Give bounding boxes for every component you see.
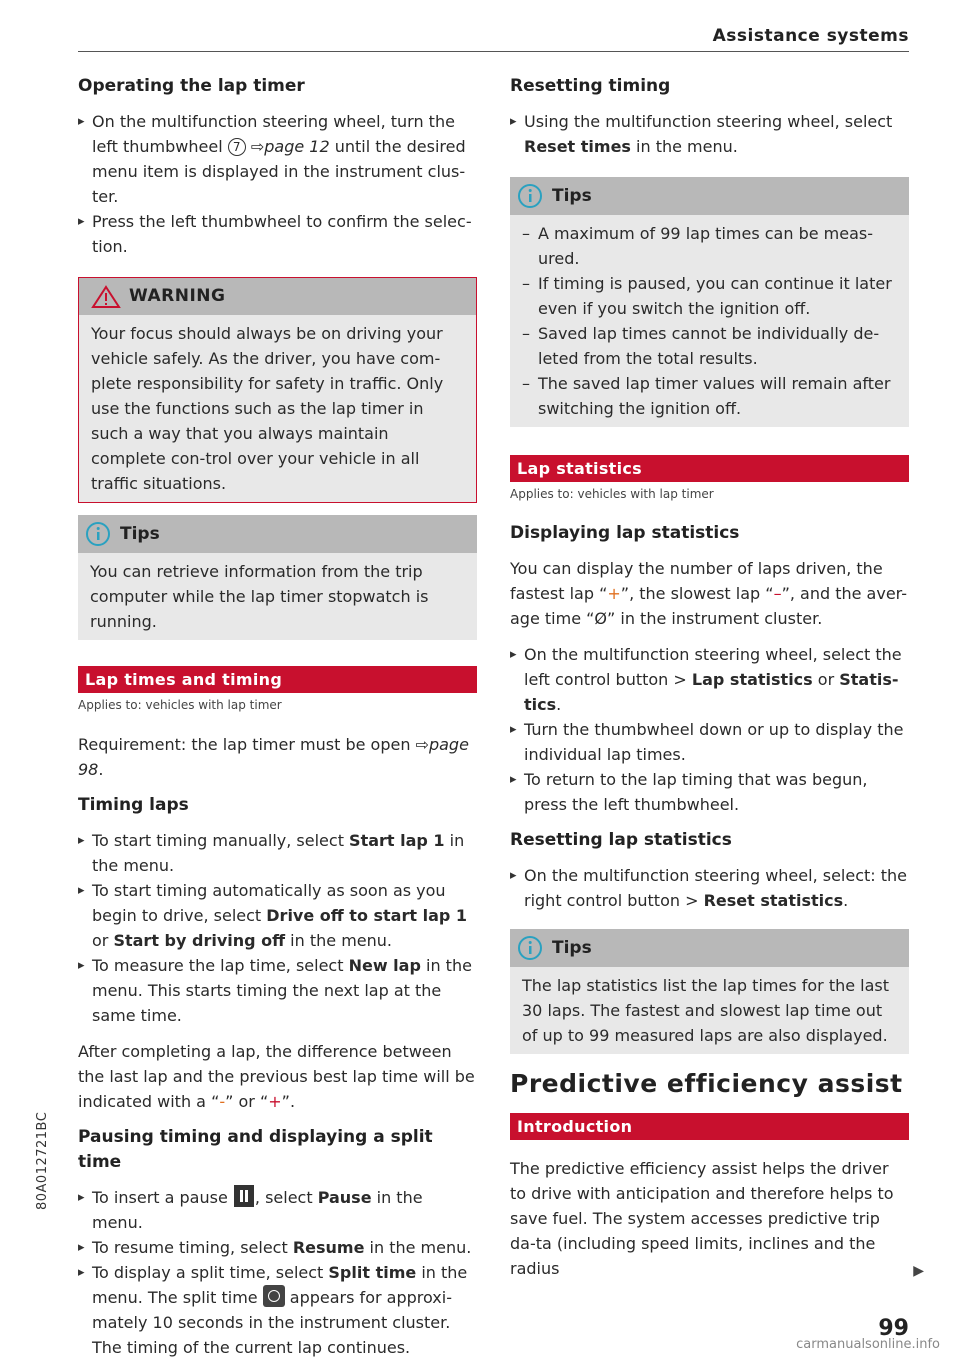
tips-header [78, 515, 477, 553]
list-item: – A maximum of 99 lap times can be meas-ured. [522, 221, 897, 271]
text: or [812, 670, 840, 689]
menu-item-label: Start lap 1 [349, 831, 445, 850]
menu-item-label: Split time [328, 1263, 417, 1282]
text: . [843, 891, 849, 910]
warning-box [78, 277, 477, 503]
text: appears for approxi-mately 10 seconds in the instrument cluster. The timing of the current lap continues. [92, 1288, 452, 1357]
menu-item-label: Reset times [524, 137, 631, 156]
heading-resetting-lap-statistics: Resetting lap statistics [510, 830, 732, 850]
heading-operating-lap-timer: Operating the lap timer [78, 76, 305, 96]
text: On the multifunction steering wheel, select the left control button > [524, 645, 902, 689]
requirement-text [78, 732, 477, 782]
tips-box [510, 177, 909, 427]
info-circle-icon [516, 182, 544, 210]
continue-arrow-icon: ▶ [913, 1263, 924, 1279]
heading-timing-laps: Timing laps [78, 795, 189, 815]
info-circle-icon [84, 520, 112, 548]
list-item [78, 828, 477, 878]
page-number: 99 [878, 1316, 909, 1341]
tips-box [78, 515, 477, 640]
text: , select [254, 1188, 318, 1207]
warning-header [79, 278, 476, 315]
paragraph [78, 1039, 477, 1114]
list-item: ▸ To return to the lap timing that was begun, press the left thumbwheel. [510, 767, 909, 817]
menu-item-label: Reset statistics [703, 891, 844, 910]
ref-arrow-icon: ⇨ [415, 735, 429, 754]
text: To measure the lap time, select [92, 956, 349, 975]
heading-resetting-timing: Resetting timing [510, 76, 671, 96]
text: Requirement: the lap timer must be open [78, 735, 416, 754]
text: in the menu. The split time [92, 1263, 468, 1307]
tips-header [510, 929, 909, 967]
applies-to: Applies to: vehicles with lap timer [510, 487, 714, 501]
list-item [78, 1260, 477, 1360]
plus-symbol: + [268, 1092, 282, 1111]
document-code: 80A012721BC [35, 1111, 50, 1210]
tips-box [510, 929, 909, 1054]
text: . [98, 760, 104, 779]
plus-symbol: + [607, 584, 621, 603]
text: ” or “ [225, 1092, 269, 1111]
right-column [510, 74, 909, 1292]
warning-triangle-icon [91, 285, 121, 309]
applies-to: Applies to: vehicles with lap timer [78, 698, 282, 712]
list-item: – If timing is paused, you can continue it later even if you switch the ignition off. [522, 271, 897, 321]
list-item [78, 1235, 477, 1260]
minus-symbol: – [773, 584, 782, 603]
text: On the multifunction steering wheel, select: the right control button > [524, 866, 908, 910]
text: To insert a pause [92, 1188, 233, 1207]
list-item [78, 878, 477, 953]
list-item [78, 109, 477, 209]
list-item: – Saved lap times cannot be individually de-leted from the total results. [522, 321, 897, 371]
left-column [78, 74, 477, 1360]
menu-item-label: Lap statistics [691, 670, 813, 689]
list-item [510, 863, 909, 913]
list-item [78, 1185, 477, 1235]
menu-item-label: New lap [348, 956, 421, 975]
header-rule [78, 51, 909, 52]
text: in the menu. [285, 931, 392, 950]
list-item: ▸ Press the left thumbwheel to confirm the selec-tion. [78, 209, 477, 259]
minus-symbol: - [219, 1092, 226, 1111]
info-circle-icon [516, 934, 544, 962]
ref-arrow-icon: ⇨ [250, 137, 265, 156]
page-ref-link[interactable]: page 98 [78, 735, 469, 779]
text: Using the multifunction steering wheel, select [524, 112, 893, 131]
list-item [510, 642, 909, 717]
text: in the menu. [364, 1238, 472, 1257]
warning-text: Your focus should always be on driving your vehicle safely. As the driver, you have com-plete responsibility for safety in traffic. Only use the functions such as the lap timer in such a way that you always maintain complete con-trol over your vehicle in all traffic situations. [79, 315, 476, 502]
text: in the menu. [630, 137, 738, 156]
pause-icon [234, 1185, 254, 1207]
text: After completing a lap, the difference between the last lap and the previous best lap time will be indicated with a “ [78, 1042, 475, 1111]
section-title: Assistance systems [712, 26, 909, 46]
menu-item-label: Drive off to start lap 1 [266, 906, 468, 925]
heading-displaying-lap-statistics: Displaying lap statistics [510, 523, 740, 543]
paragraph [510, 556, 909, 631]
section-bar-lap-statistics: Lap statistics [510, 455, 909, 482]
text: in the menu. This starts timing the next lap at the same time. [92, 956, 472, 1025]
text: To start timing manually, select [92, 831, 350, 850]
menu-item-label: Resume [292, 1238, 365, 1257]
text: or [92, 931, 114, 950]
tips-title: Tips [120, 523, 160, 544]
text: You can display the number of laps driven, the fastest lap “ [510, 559, 883, 603]
text: On the multifunction steering wheel, turn the left thumbwheel [92, 112, 455, 156]
list-item: ▸ Turn the thumbwheel down or up to display the individual lap times. [510, 717, 909, 767]
page-ref-link[interactable]: page 12 [264, 137, 330, 156]
section-bar-introduction: Introduction [510, 1113, 909, 1140]
list-item: – The saved lap timer values will remain after switching the ignition off. [522, 371, 897, 421]
tips-header [510, 177, 909, 215]
text: until the desired menu item is displayed in the instrument clus-ter. [92, 137, 466, 206]
text: in the menu. [92, 1188, 423, 1232]
text: To resume timing, select [92, 1238, 293, 1257]
heading-pausing-timing: Pausing timing and displaying a split time [78, 1127, 433, 1172]
text: ”, and the aver-age time “Ø” in the instrument cluster. [510, 584, 907, 628]
menu-item-label: Statis-tics [524, 670, 899, 714]
text: ”, the slowest lap “ [620, 584, 774, 603]
text: To display a split time, select [92, 1263, 329, 1282]
intro-paragraph: The predictive efficiency assist helps the driver to drive with anticipation and therefore helps to save fuel. The system accesses predictive trip da-ta (including speed limits, inclines and the radius [510, 1159, 894, 1278]
watermark: carmanualsonline.info [796, 1337, 940, 1352]
tips-title: Tips [552, 185, 592, 206]
text: ”. [281, 1092, 296, 1111]
section-bar-lap-times: Lap times and timing [78, 666, 477, 693]
list-item [78, 953, 477, 1028]
split-time-icon [263, 1285, 285, 1307]
text: To start timing automatically as soon as you begin to drive, select [92, 881, 446, 925]
tips-title: Tips [552, 937, 592, 958]
menu-item-label: Start by driving off [113, 931, 286, 950]
tips-text: You can retrieve information from the trip computer while the lap timer stopwatch is running. [78, 553, 477, 640]
tips-text: The lap statistics list the lap times for the last 30 laps. The fastest and slowest lap time out of up to 99 measured laps are also displayed. [510, 967, 909, 1054]
chapter-title: Predictive efficiency assist [510, 1069, 903, 1098]
menu-item-label: Pause [317, 1188, 372, 1207]
tips-list [510, 215, 909, 427]
warning-title: WARNING [129, 286, 226, 306]
list-item [510, 109, 909, 159]
thumbwheel-callout: 7 [228, 138, 246, 156]
text: . [556, 695, 562, 714]
text: in the menu. [92, 831, 465, 875]
